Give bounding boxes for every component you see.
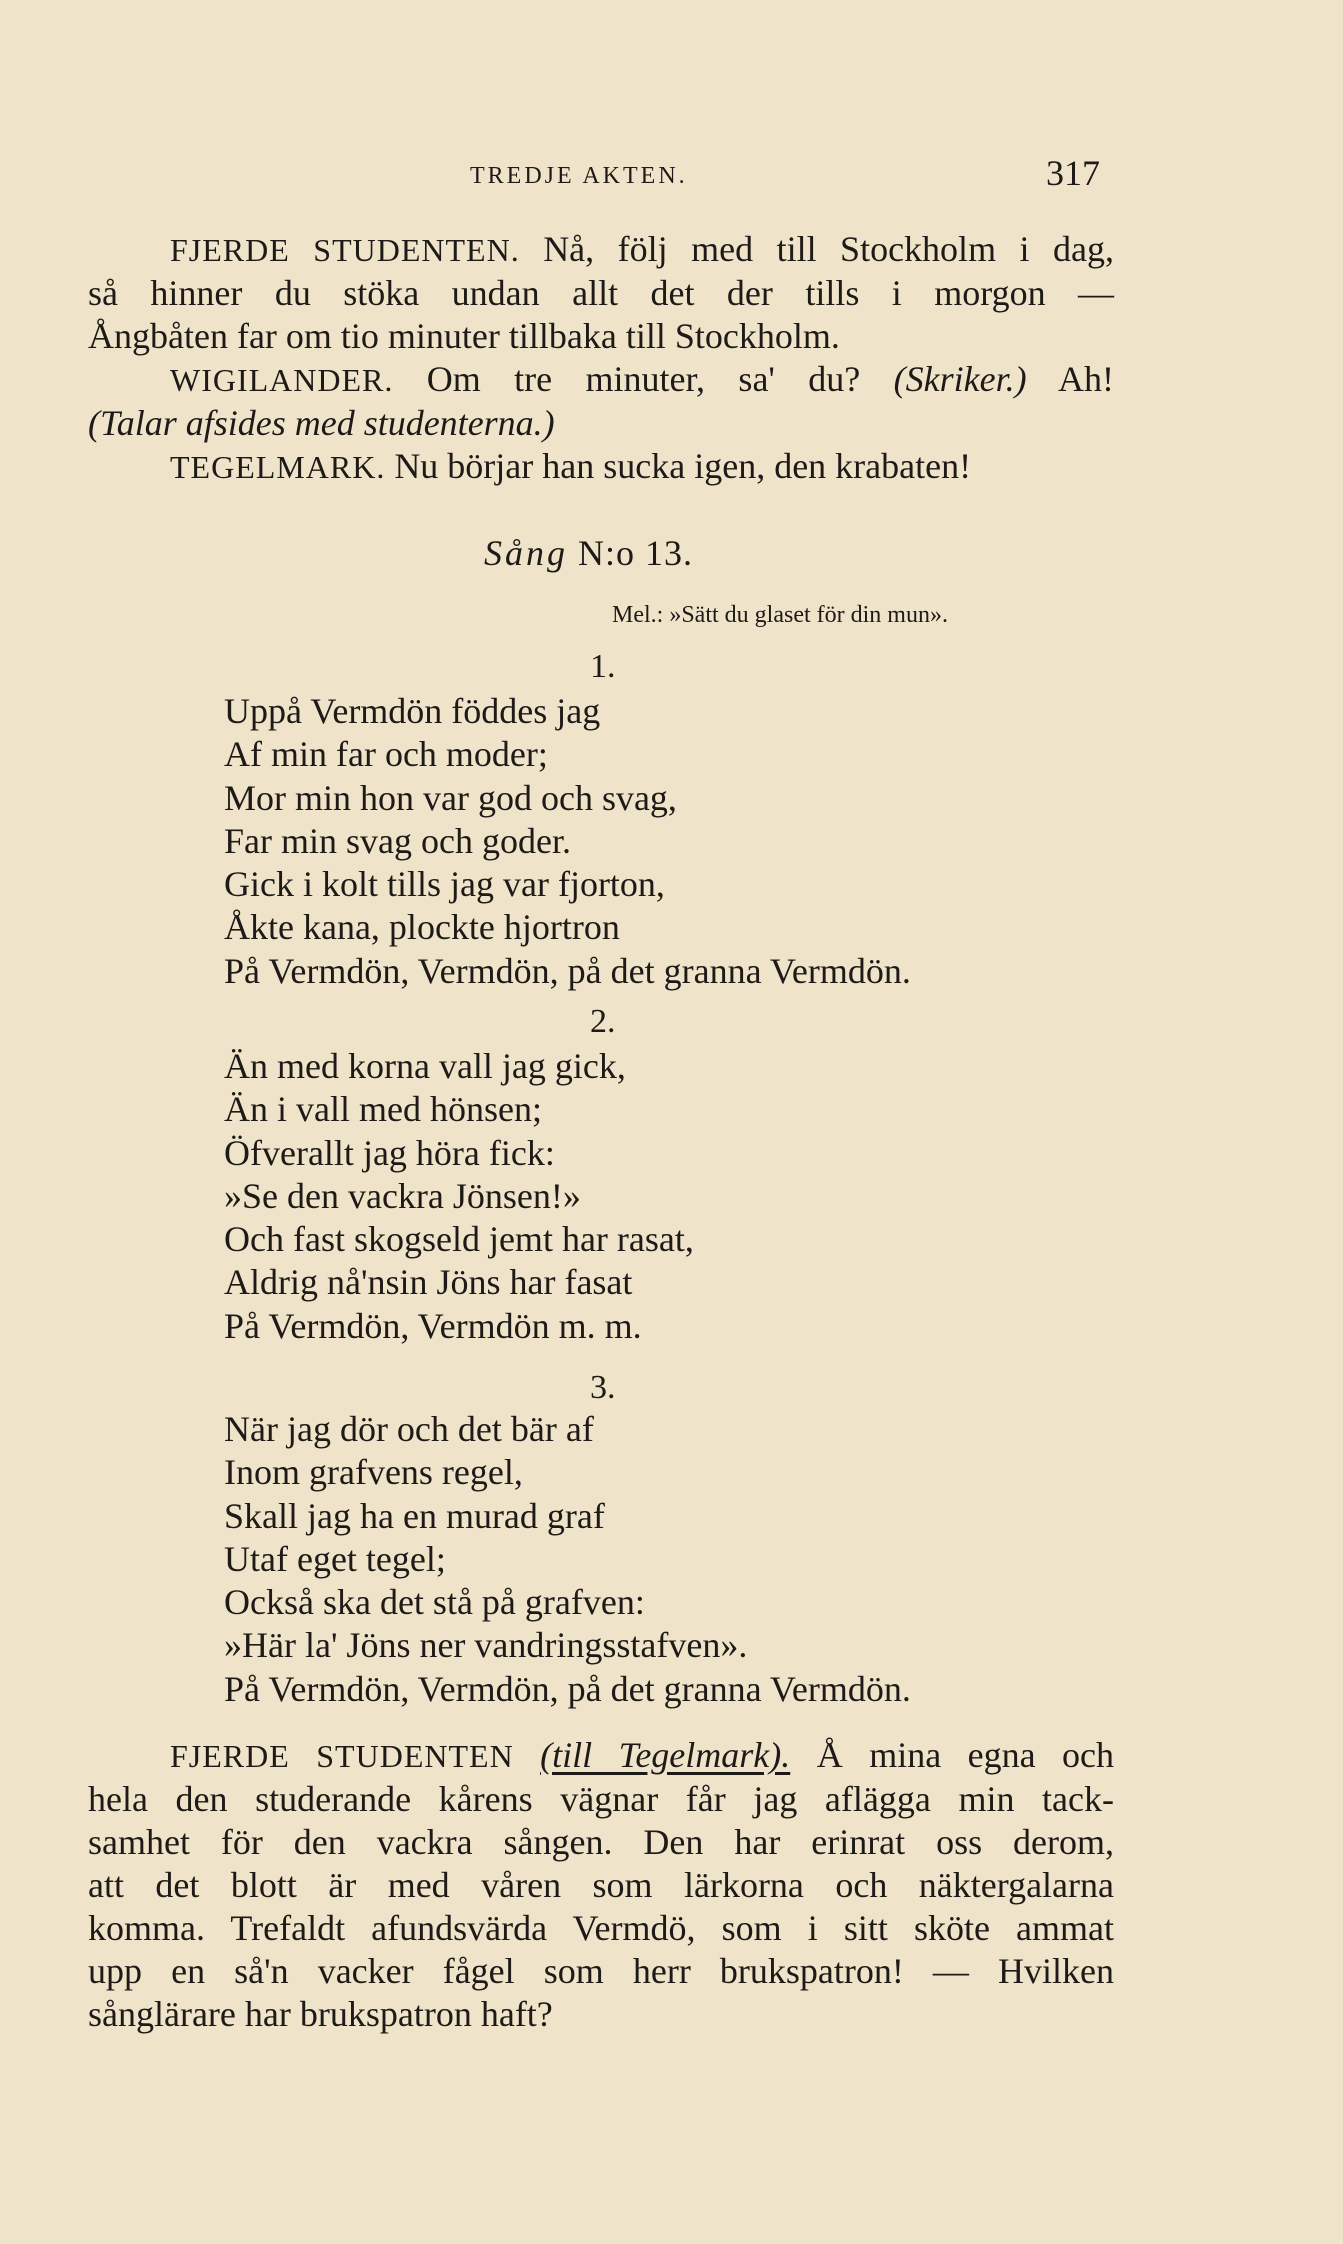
- verse-number: 1.: [590, 648, 616, 685]
- stage-direction: (Skriker.): [893, 359, 1027, 399]
- page-number: 317: [1046, 153, 1100, 193]
- verse-line: Inom grafvens regel,: [224, 1452, 523, 1493]
- verse-2: [224, 1045, 694, 1348]
- verse-line: Uppå Vermdön föddes jag: [224, 691, 601, 731]
- dialogue-line: sånglärare har brukspatron haft?: [88, 1994, 553, 2034]
- verse-line: Utaf eget tegel;: [224, 1538, 446, 1579]
- dialogue-line: WIGILANDER. Om tre minuter, sa' du? (Skriker.) Ah!: [170, 359, 1115, 399]
- speaker-name: FJERDE STUDENTEN: [170, 1738, 514, 1774]
- verse-3: [224, 1408, 911, 1711]
- verse-line: »Här la' Jöns ner vandringsstafven».: [224, 1625, 748, 1666]
- speaker-name: FJERDE STUDENTEN.: [170, 232, 520, 268]
- dialogue-line: samhet för den vackra sången. Den har erinrat oss derom,: [88, 1822, 1114, 1862]
- verse-number: 3.: [590, 1369, 616, 1406]
- dialogue-line: att det blott är med våren som lärkorna och näktergalarna: [88, 1865, 1114, 1905]
- verse-line: Öfverallt jag höra fick:: [224, 1132, 555, 1173]
- speaker-name: WIGILANDER.: [170, 362, 394, 398]
- stage-direction: (till Tegelmark).: [540, 1735, 791, 1775]
- dialogue-line: komma. Trefaldt afundsvärda Vermdö, som i sitt sköte ammat: [88, 1908, 1114, 1948]
- verse-line: »Se den vackra Jönsen!»: [224, 1175, 581, 1216]
- verse-line: Och fast skogseld jemt har rasat,: [224, 1219, 694, 1260]
- verse-line: Aldrig nå'nsin Jöns har fasat: [224, 1262, 633, 1303]
- verse-line: Mor min hon var god och svag,: [224, 777, 677, 818]
- verse-line: Åkte kana, plockte hjortron: [224, 907, 620, 948]
- dialogue-line: FJERDE STUDENTEN (till Tegelmark). Å mina egna och: [170, 1735, 1115, 1775]
- melody-note: Mel.: »Sätt du glaset för din mun».: [612, 602, 948, 628]
- verse-line: På Vermdön, Vermdön, på det granna Vermdön.: [224, 950, 911, 991]
- verse-line: Än med korna vall jag gick,: [224, 1046, 626, 1086]
- verse-number: 2.: [590, 1003, 616, 1040]
- verse-line: Far min svag och goder.: [224, 820, 571, 861]
- verse-line: Än i vall med hönsen;: [224, 1089, 542, 1130]
- dialogue-line: så hinner du stöka undan allt det der tills i morgon —: [88, 273, 1114, 313]
- dialogue-line: FJERDE STUDENTEN. Nå, följ med till Stockholm i dag,: [170, 229, 1115, 269]
- closing-speech: [88, 1734, 1114, 2036]
- dialogue-line: upp en så'n vacker fågel som herr brukspatron! — Hvilken: [88, 1951, 1114, 1991]
- verse-line: Gick i kolt tills jag var fjorton,: [224, 864, 665, 905]
- verse-line: Skall jag ha en murad graf: [224, 1495, 605, 1536]
- verse-line: Af min far och moder;: [224, 734, 548, 775]
- top-dialogue: [88, 228, 1114, 489]
- verse-line: Också ska det stå på grafven:: [224, 1582, 645, 1623]
- verse-line: På Vermdön, Vermdön, på det granna Vermdön.: [224, 1668, 911, 1709]
- dialogue-line: hela den studerande kårens vägnar får jag aflägga min tack-: [88, 1779, 1114, 1819]
- dialogue-line: TEGELMARK. Nu börjar han sucka igen, den krabaten!: [170, 446, 972, 486]
- verse-1: [224, 690, 911, 993]
- song-title: Sång N:o 13.: [484, 533, 693, 573]
- dialogue-line: Ångbåten far om tio minuter tillbaka till Stockholm.: [88, 316, 840, 356]
- speaker-name: TEGELMARK.: [170, 449, 386, 485]
- stage-direction: (Talar afsides med studenterna.): [88, 403, 555, 443]
- running-header: TREDJE AKTEN.: [470, 163, 688, 189]
- verse-line: När jag dör och det bär af: [224, 1409, 594, 1449]
- verse-line: På Vermdön, Vermdön m. m.: [224, 1305, 642, 1346]
